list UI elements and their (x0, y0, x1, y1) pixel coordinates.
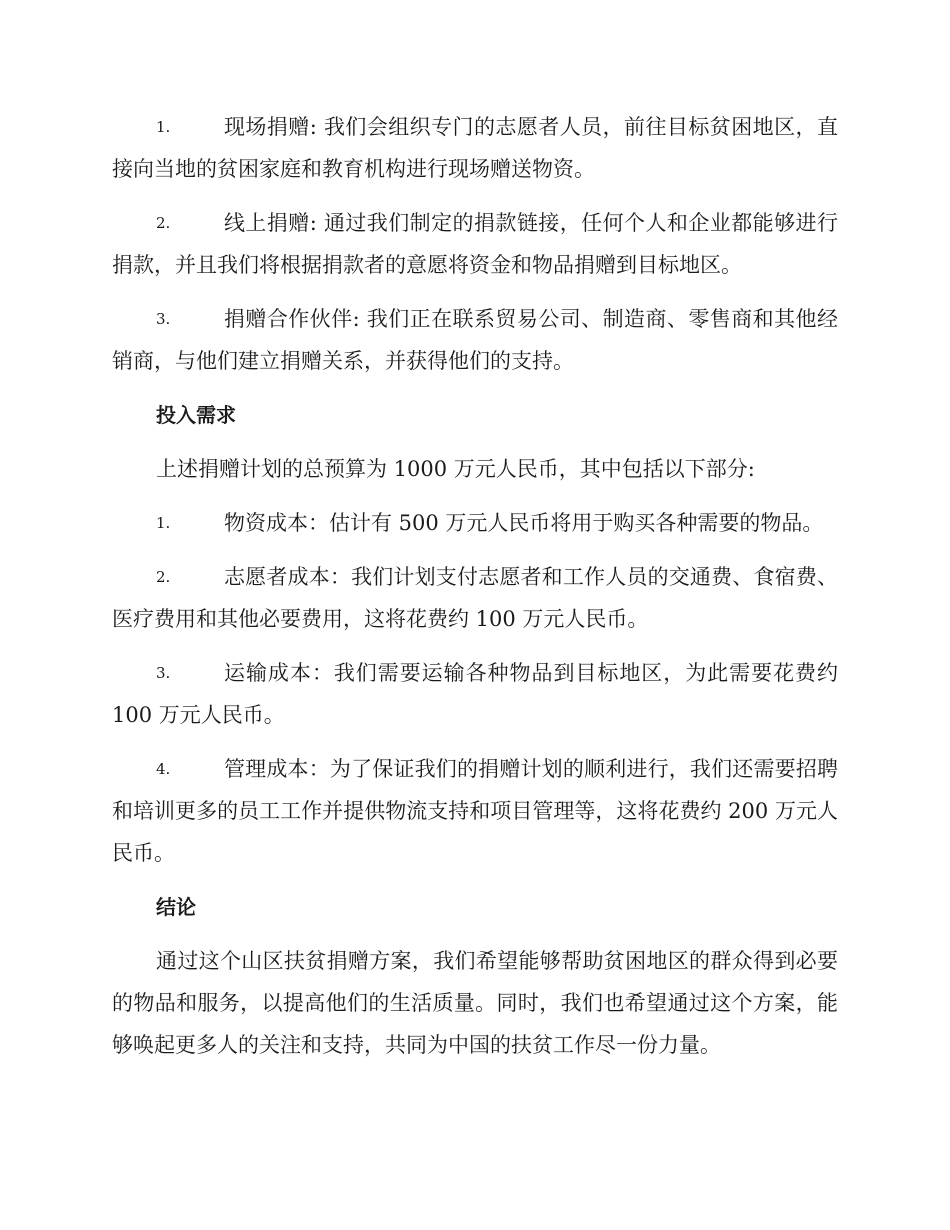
conclusion-body: 通过这个山区扶贫捐赠方案，我们希望能够帮助贫困地区的群众得到必要的物品和服务，以提高他们的生活质量。同时，我们也希望通过这个方案，能够唤起更多人的关注和支持，共同为中国的扶贫工作尽一份力量。 (112, 949, 838, 1057)
list-item (112, 202, 838, 286)
list-item (112, 502, 838, 544)
list-item-number: 3. (156, 664, 171, 682)
list-item (112, 652, 838, 736)
list-item-text: 管理成本：为了保证我们的捐赠计划的顺利进行，我们还需要招聘和培训更多的员工工作并提供物流支持和项目管理等，这将花费约 200 万元人民币。 (112, 757, 838, 865)
list-item-number: 2. (156, 214, 171, 232)
list-item-number: 1. (156, 514, 171, 532)
list-item (112, 556, 838, 640)
list-item-number: 3. (156, 310, 171, 328)
list-item-text: 捐赠合作伙伴: 我们正在联系贸易公司、制造商、零售商和其他经销商，与他们建立捐赠关系，并获得他们的支持。 (112, 307, 838, 373)
list-item (112, 106, 838, 190)
list-item-number: 4. (156, 760, 171, 778)
list-item-number: 2. (156, 568, 171, 586)
list-item (112, 298, 838, 382)
section-heading-conclusion: 结论 (156, 895, 196, 919)
list-item-text: 线上捐赠: 通过我们制定的捐款链接，任何个人和企业都能够进行捐款，并且我们将根据捐款者的意愿将资金和物品捐赠到目标地区。 (112, 211, 838, 277)
list-item-number: 1. (156, 118, 171, 136)
list-item-text: 物资成本：估计有 500 万元人民币将用于购买各种需要的物品。 (224, 511, 824, 535)
list-item-text: 现场捐赠: 我们会组织专门的志愿者人员，前往目标贫困地区，直接向当地的贫困家庭和教育机构进行现场赠送物资。 (112, 115, 838, 181)
list-item-text: 运输成本：我们需要运输各种物品到目标地区，为此需要花费约 100 万元人民币。 (112, 661, 838, 727)
list-item-text: 志愿者成本：我们计划支付志愿者和工作人员的交通费、食宿费、医疗费用和其他必要费用，这将花费约 100 万元人民币。 (112, 565, 838, 631)
document-page (112, 106, 838, 1078)
list-item (112, 748, 838, 874)
section-heading-investment: 投入需求 (156, 403, 236, 427)
investment-intro: 上述捐赠计划的总预算为 1000 万元人民币，其中包括以下部分: (156, 457, 755, 481)
